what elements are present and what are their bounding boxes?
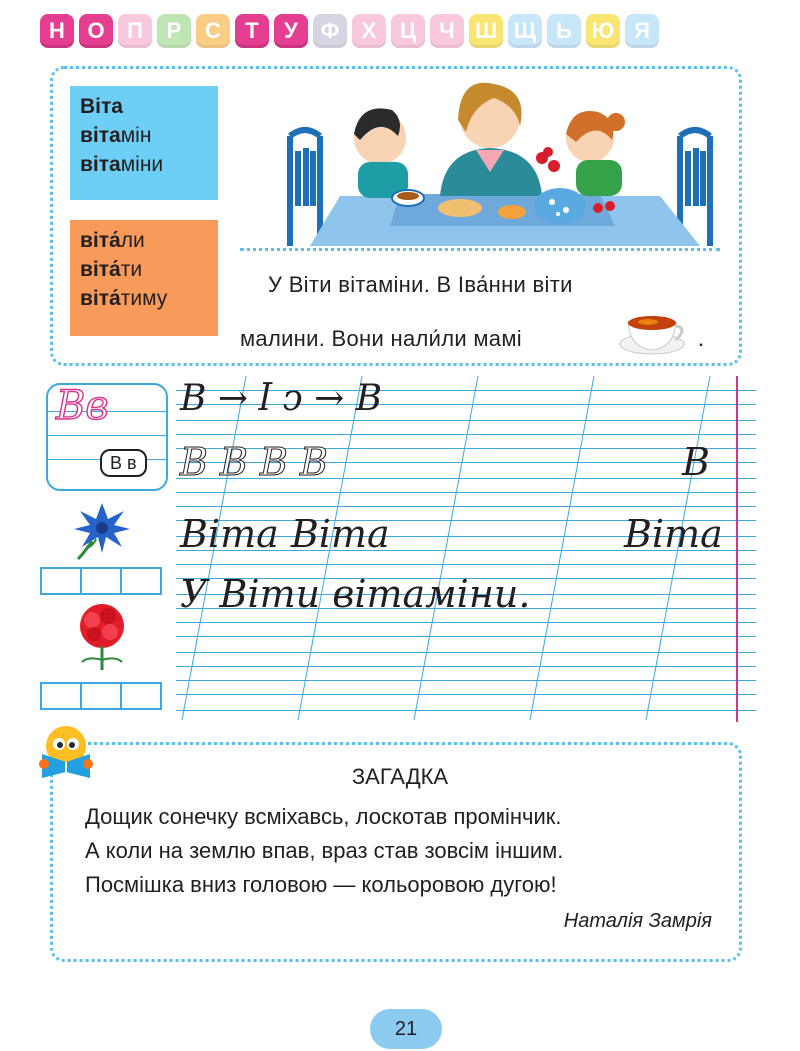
slant-line bbox=[530, 376, 594, 720]
alphabet-letter: Ю bbox=[586, 14, 620, 48]
print-letter-label: В в bbox=[100, 449, 147, 477]
handwriting-row-3-left: Віта Віта bbox=[180, 512, 390, 556]
word-line: вітамін bbox=[80, 124, 152, 147]
riddle-title: ЗАГАДКА bbox=[351, 764, 449, 789]
handwriting-row-3-right: Віта bbox=[624, 512, 723, 556]
handwriting-row-2-right: В bbox=[682, 440, 710, 484]
letter-card bbox=[46, 383, 168, 491]
tea-cup-icon bbox=[618, 310, 692, 356]
alphabet-letter: С bbox=[196, 14, 230, 48]
slant-line bbox=[414, 376, 478, 720]
word-line: віта́тиму bbox=[80, 287, 168, 310]
word-box-blue bbox=[70, 86, 218, 200]
alphabet-strip bbox=[40, 14, 659, 48]
cornflower-icon bbox=[70, 497, 134, 561]
word-line: Віта bbox=[80, 95, 123, 118]
alphabet-letter: Ф bbox=[313, 14, 347, 48]
alphabet-letter: П bbox=[118, 14, 152, 48]
script-letter-sample: Вв bbox=[56, 383, 109, 429]
word-line: віта́ли bbox=[80, 229, 145, 252]
reading-sentence-line1: У Віти вітаміни. В Іва́нни віти bbox=[268, 272, 573, 297]
alphabet-letter: Ь bbox=[547, 14, 581, 48]
alphabet-letter: Х bbox=[352, 14, 386, 48]
answer-boxes-2 bbox=[40, 682, 162, 710]
alphabet-letter: Р bbox=[157, 14, 191, 48]
word-line: віта́ти bbox=[80, 258, 143, 281]
word-box-orange bbox=[70, 220, 218, 336]
handwriting-row-2-left: В В В В bbox=[180, 440, 328, 484]
alphabet-letter: У bbox=[274, 14, 308, 48]
tea-party-illustration bbox=[280, 76, 720, 248]
riddle-author: Наталія Замрія bbox=[563, 910, 712, 932]
margin-line bbox=[736, 376, 738, 722]
alphabet-letter: Т bbox=[235, 14, 269, 48]
answer-boxes-1 bbox=[40, 567, 162, 595]
reading-sentence-end: . bbox=[698, 326, 705, 351]
alphabet-letter: Я bbox=[625, 14, 659, 48]
riddle-line-2: А коли на землю впав, враз став зовсім іншим. bbox=[85, 838, 564, 863]
alphabet-letter: Ч bbox=[430, 14, 464, 48]
word-line: вітаміни bbox=[80, 153, 164, 176]
riddle-line-3: Посмішка вниз головою — кольоровою дугою! bbox=[85, 872, 557, 897]
handwriting-row-1: В → ӏ ↄ → В bbox=[180, 378, 383, 419]
reading-sentence-line2: малини. Вони нали́ли мамі bbox=[240, 326, 522, 351]
handwriting-row-4: У Віти вітаміни. bbox=[180, 572, 531, 616]
alphabet-letter: Ш bbox=[469, 14, 503, 48]
riddle-line-1: Дощик сонечку всміхавсь, лоскотав промінчик. bbox=[85, 804, 562, 829]
page-number: 21 bbox=[370, 1009, 442, 1049]
alphabet-letter: Ц bbox=[391, 14, 425, 48]
dotted-separator bbox=[240, 248, 720, 251]
alphabet-letter: О bbox=[79, 14, 113, 48]
alphabet-letter: Щ bbox=[508, 14, 542, 48]
carnation-icon bbox=[68, 602, 136, 672]
alphabet-letter: Н bbox=[40, 14, 74, 48]
